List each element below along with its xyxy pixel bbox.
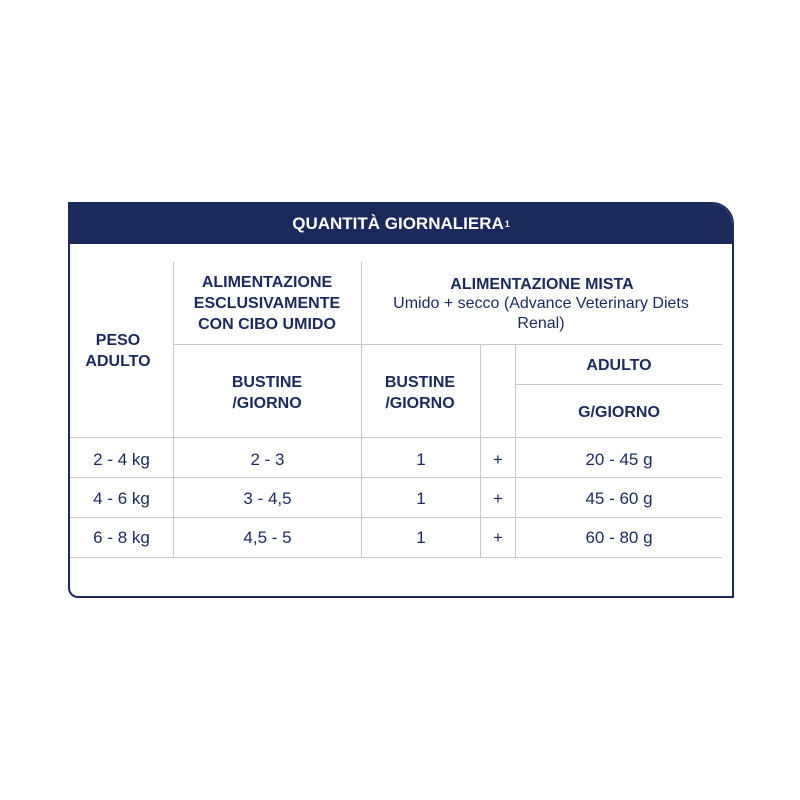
header-wet-only: ALIMENTAZIONE ESCLUSIVAMENTE CON CIBO UMIDO bbox=[193, 274, 341, 333]
divider-h-row3 bbox=[70, 557, 722, 558]
row2-dry: 45 - 60 g bbox=[585, 489, 653, 508]
subheader-mixed-bustine: BUSTINE /GIORNO bbox=[384, 374, 456, 412]
header-peso-adulto: PESO ADULTO bbox=[85, 332, 151, 370]
divider-v1 bbox=[173, 262, 174, 557]
row3-weight: 6 - 8 kg bbox=[93, 528, 150, 547]
row2-mixed-wet: 1 bbox=[416, 489, 426, 508]
row1-wet: 2 - 3 bbox=[250, 450, 285, 469]
daily-quantity-table bbox=[68, 202, 734, 598]
divider-h-adult bbox=[515, 384, 722, 385]
row3-wet: 4,5 - 5 bbox=[243, 528, 292, 547]
row2-weight: 4 - 6 kg bbox=[93, 489, 150, 508]
table-title: QUANTITÀ GIORNALIERA bbox=[292, 214, 504, 233]
divider-h-row2 bbox=[70, 517, 722, 518]
row2-plus: + bbox=[493, 489, 503, 508]
subheader-adulto: ADULTO bbox=[586, 357, 652, 374]
subheader-wet-bustine: BUSTINE /GIORNO bbox=[231, 374, 303, 412]
row1-dry: 20 - 45 g bbox=[585, 450, 653, 469]
table-title-bar bbox=[70, 204, 732, 244]
row1-weight: 2 - 4 kg bbox=[93, 450, 150, 469]
row3-dry: 60 - 80 g bbox=[585, 528, 653, 547]
row3-plus: + bbox=[493, 528, 503, 547]
divider-h-row1 bbox=[70, 477, 722, 478]
header-mixed-subtitle: Umido + secco (Advance Veterinary Diets Renal) bbox=[393, 295, 689, 332]
divider-h-head bbox=[70, 437, 722, 438]
row1-mixed-wet: 1 bbox=[416, 450, 426, 469]
row1-plus: + bbox=[493, 450, 503, 469]
subheader-g-giorno: G/GIORNO bbox=[578, 404, 660, 421]
divider-h-sub bbox=[173, 344, 722, 345]
row2-wet: 3 - 4,5 bbox=[243, 489, 292, 508]
header-mixed: ALIMENTAZIONE MISTA bbox=[450, 276, 634, 293]
divider-v2 bbox=[361, 262, 362, 557]
row3-mixed-wet: 1 bbox=[416, 528, 426, 547]
title-footnote: 1 bbox=[504, 219, 510, 229]
